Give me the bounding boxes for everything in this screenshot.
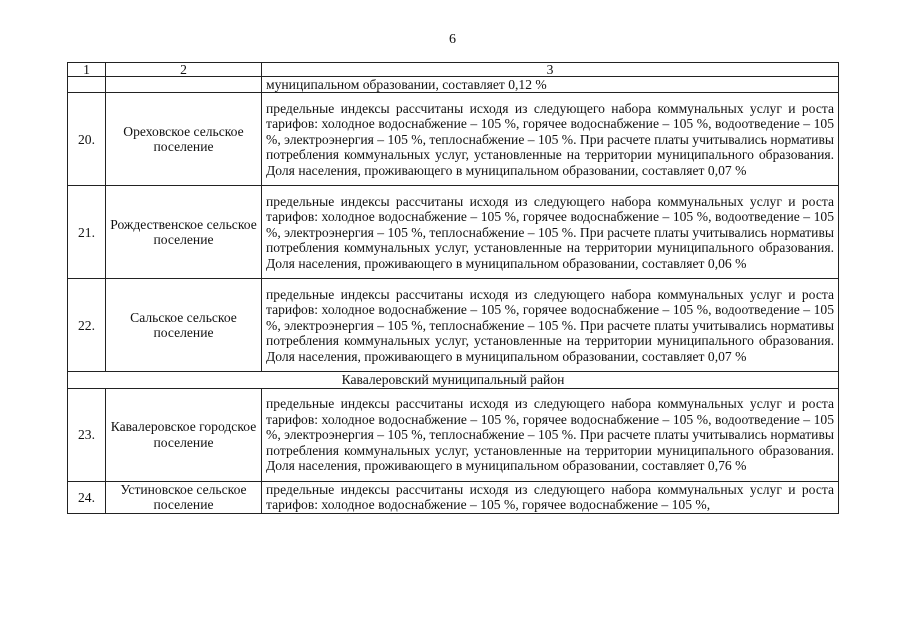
settlement-name: Рождественское сельское поселение	[106, 186, 262, 279]
header-cell-1: 1	[68, 63, 106, 77]
row-number: 20.	[68, 93, 106, 186]
continuation-text: муниципальном образовании, составляет 0,12 %	[262, 77, 839, 93]
settlement-name: Кавалеровское городское поселение	[106, 388, 262, 481]
settlement-description: предельные индексы рассчитаны исходя из следующего набора коммунальных услуг и роста тарифов: холодное водоснабжение – 105 %, горячее водоснабжение – 105 %, водоотведение – 105 %, электроэнергия – 105 %, теплоснабжение – 105 %. При расчете платы учитывались нормативы потребления коммунальных услуг, установленные на территории муниципального образования. Доля населения, проживающего в муниципальном образовании, составляет 0,76 %	[262, 388, 839, 481]
settlement-description: предельные индексы рассчитаны исходя из следующего набора коммунальных услуг и роста тарифов: холодное водоснабжение – 105 %, горячее водоснабжение – 105 %, водоотведение – 105 %, электроэнергия – 105 %, теплоснабжение – 105 %. При расчете платы учитывались нормативы потребления коммунальных услуг, установленные на территории муниципального образования. Доля населения, проживающего в муниципальном образовании, составляет 0,07 %	[262, 93, 839, 186]
row-number: 23.	[68, 388, 106, 481]
table-row	[68, 481, 839, 513]
settlement-description: предельные индексы рассчитаны исходя из следующего набора коммунальных услуг и роста тарифов: холодное водоснабжение – 105 %, горячее водоснабжение – 105 %, водоотведение – 105 %, электроэнергия – 105 %, теплоснабжение – 105 %. При расчете платы учитывались нормативы потребления коммунальных услуг, установленные на территории муниципального образования. Доля населения, проживающего в муниципальном образовании, составляет 0,07 %	[262, 279, 839, 372]
settlement-name: Ореховское сельское поселение	[106, 93, 262, 186]
continuation-row	[68, 77, 839, 93]
row-number: 22.	[68, 279, 106, 372]
page-number: 6	[449, 32, 456, 47]
district-title: Кавалеровский муниципальный район	[68, 372, 839, 388]
table-header-row	[68, 63, 839, 77]
header-cell-2: 2	[106, 63, 262, 77]
settlement-name: Сальское сельское поселение	[106, 279, 262, 372]
tariff-table	[67, 62, 839, 514]
table-row	[68, 279, 839, 372]
table-row	[68, 388, 839, 481]
table-row	[68, 93, 839, 186]
settlement-name: Устиновское сельское поселение	[106, 481, 262, 513]
row-number: 21.	[68, 186, 106, 279]
settlement-description: предельные индексы рассчитаны исходя из следующего набора коммунальных услуг и роста тарифов: холодное водоснабжение – 105 %, горячее водоснабжение – 105 %, водоотведение – 105 %, электроэнергия – 105 %, теплоснабжение – 105 %. При расчете платы учитывались нормативы потребления коммунальных услуг, установленные на территории муниципального образования. Доля населения, проживающего в муниципальном образовании, составляет 0,06 %	[262, 186, 839, 279]
settlement-description: предельные индексы рассчитаны исходя из следующего набора коммунальных услуг и роста тарифов: холодное водоснабжение – 105 %, горячее водоснабжение – 105 %,	[262, 481, 839, 513]
table-row	[68, 186, 839, 279]
row-number: 24.	[68, 481, 106, 513]
district-row	[68, 372, 839, 388]
header-cell-3: 3	[262, 63, 839, 77]
